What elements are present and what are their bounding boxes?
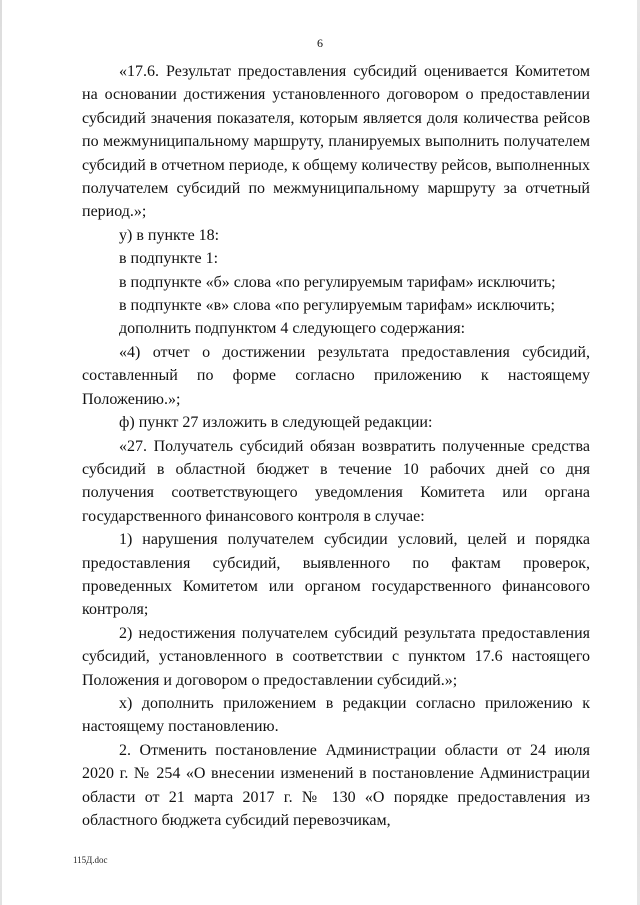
paragraph-27-case-1: 1) нарушения получателем субсидии условий, целей и порядка предоставления субсидий, выявленного по фактам проверок, проведенных Комитетом или органом государственного финансового контроля; xyxy=(82,531,590,619)
page-number: 6 xyxy=(317,36,323,50)
document-body xyxy=(82,60,590,832)
paragraph-subitem-v: в подпункте «в» слова «по регулируемым тарифам» исключить; xyxy=(119,297,555,315)
paragraph-subitem-b: в подпункте «б» слова «по регулируемым тарифам» исключить; xyxy=(119,273,556,291)
paragraph-2-repeal: 2. Отменить постановление Администрации области от 24 июля 2020 г. № 254 «О внесении изменений в постановление Администрации области от 21 марта 2017 г. № 130 «О порядке предоставления из областного бюджета субсидий перевозчикам, xyxy=(82,741,590,829)
paragraph-item-f: ф) пункт 27 изложить в следующей редакции: xyxy=(119,414,433,432)
paragraph-27-case-2: 2) недостижения получателем субсидий результата предоставления субсидий, установленного в соответствии с пунктом 17.6 настоящего Положения и договором о предоставлении субсидий.»; xyxy=(82,624,590,689)
paragraph-subitem-1: в подпункте 1: xyxy=(119,250,219,268)
paragraph-add-subitem-4: дополнить подпунктом 4 следующего содержания: xyxy=(119,320,466,338)
paragraph-subitem-4-text: «4) отчет о достижении результата предоставления субсидий, составленный по форме согласно приложению к настоящему Положению.»; xyxy=(82,343,590,408)
scan-left-edge xyxy=(0,0,2,905)
file-name-footer: 115Д.doc xyxy=(73,855,108,865)
paragraph-27: «27. Получатель субсидий обязан возвратить полученные средства субсидий в областной бюджет в течение 10 рабочих дней со дня получения соответствующего уведомления Комитета или органа государственного финансового контроля в случае: xyxy=(82,437,590,525)
paragraph-17-6: «17.6. Результат предоставления субсидий оценивается Комитетом на основании достижения установленного договором о предоставлении субсидий значения показателя, которым является доля количества рейсов по межмуниципальному маршруту, планируемых выполнить получателем субсидий в отчетном периоде, к общему количеству рейсов, выполненных получателем субсидий по межмуниципальному маршруту за отчетный период.»; xyxy=(82,63,590,221)
paragraph-item-kh: х) дополнить приложением в редакции согласно приложению к настоящему постановлению. xyxy=(82,694,590,736)
paragraph-item-u: у) в пункте 18: xyxy=(119,226,220,244)
